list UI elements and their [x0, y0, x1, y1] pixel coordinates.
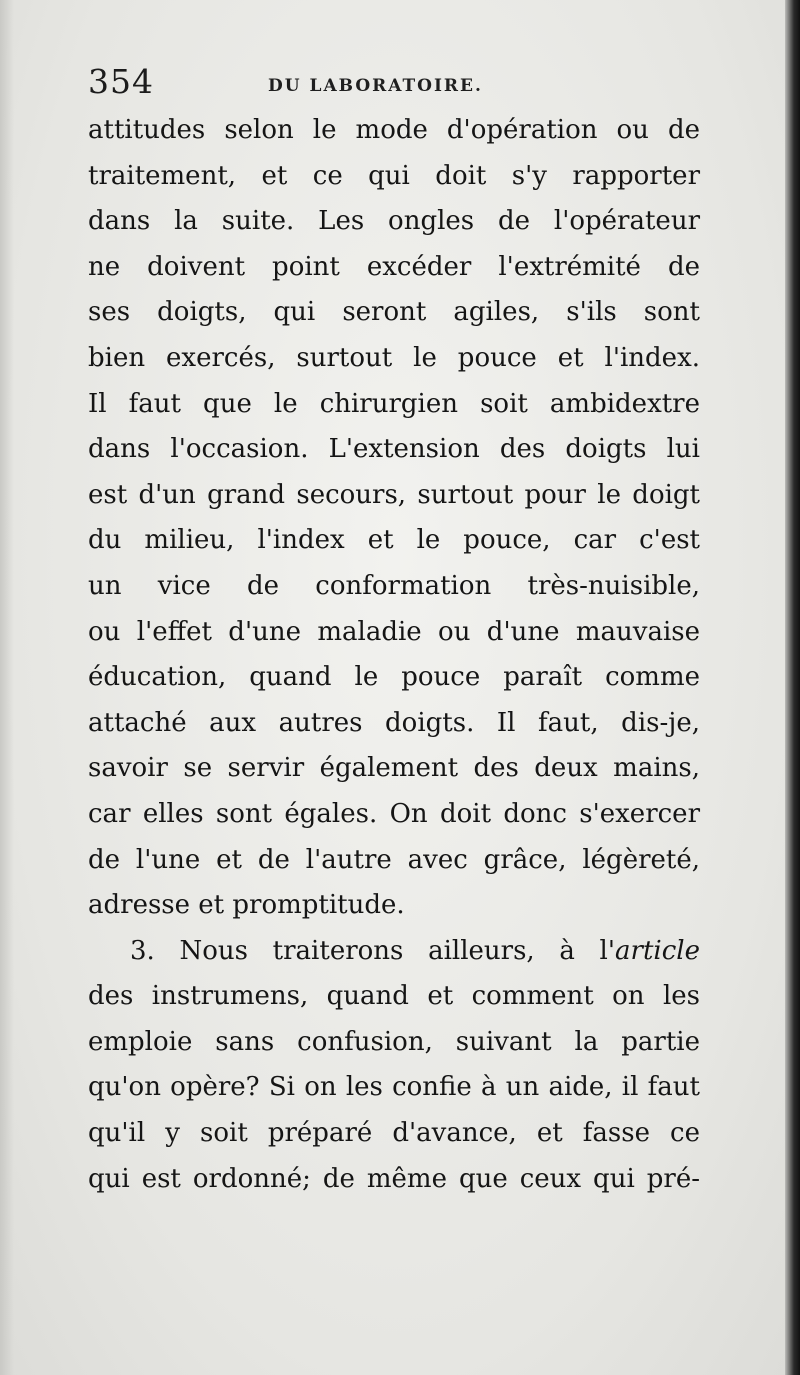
text-line: bien exercés, surtout le pouce et l'index. [88, 342, 700, 373]
text-line: qui est ordonné; de même que ceux qui pré- [88, 1163, 700, 1194]
paragraph-3-lead: 3. Nous traiterons ailleurs, à l' [130, 935, 616, 966]
paragraph-3-first-line [88, 929, 700, 975]
text-line: du milieu, l'index et le pouce, car c'est [88, 525, 700, 556]
page-right-edge [785, 0, 800, 1375]
text-line: savoir se servir également des deux mains, [88, 753, 700, 784]
page-left-edge [0, 0, 14, 1375]
text-line: dans l'occasion. L'extension des doigts lui [88, 434, 700, 465]
text-line: ne doivent point excéder l'extrémité de [88, 251, 700, 282]
text-line: est d'un grand secours, surtout pour le doigt [88, 479, 700, 510]
italic-word: article [615, 935, 700, 966]
page-header [88, 62, 708, 112]
text-line: un vice de conformation très-nuisible, [88, 570, 700, 601]
text-line: qu'il y soit préparé d'avance, et fasse ce [88, 1118, 700, 1149]
text-line: éducation, quand le pouce paraît comme [88, 662, 700, 693]
text-line: traitement, et ce qui doit s'y rapporter [88, 160, 700, 191]
running-head: DU LABORATOIRE. [268, 76, 483, 96]
text-line: ou l'effet d'une maladie ou d'une mauvaise [88, 616, 700, 647]
text-line: attitudes selon le mode d'opération ou de [88, 115, 700, 145]
text-line: de l'une et de l'autre avec grâce, légèreté, [88, 844, 700, 875]
text-line: adresse et promptitude. [88, 890, 405, 921]
body-text [88, 108, 700, 1202]
text-line: emploie sans confusion, suivant la partie [88, 1026, 700, 1057]
text-line: dans la suite. Les ongles de l'opérateur [88, 206, 700, 237]
text-line: Il faut que le chirurgien soit ambidextre [88, 388, 700, 419]
text-line: attaché aux autres doigts. Il faut, dis-je, [88, 707, 700, 738]
text-line: car elles sont égales. On doit donc s'exercer [88, 798, 700, 829]
page-number: 354 [88, 62, 154, 101]
text-line: ses doigts, qui seront agiles, s'ils sont [88, 297, 700, 328]
text-line: qu'on opère? Si on les confie à un aide, il faut [88, 1072, 700, 1103]
text-line: des instrumens, quand et comment on les [88, 981, 700, 1012]
